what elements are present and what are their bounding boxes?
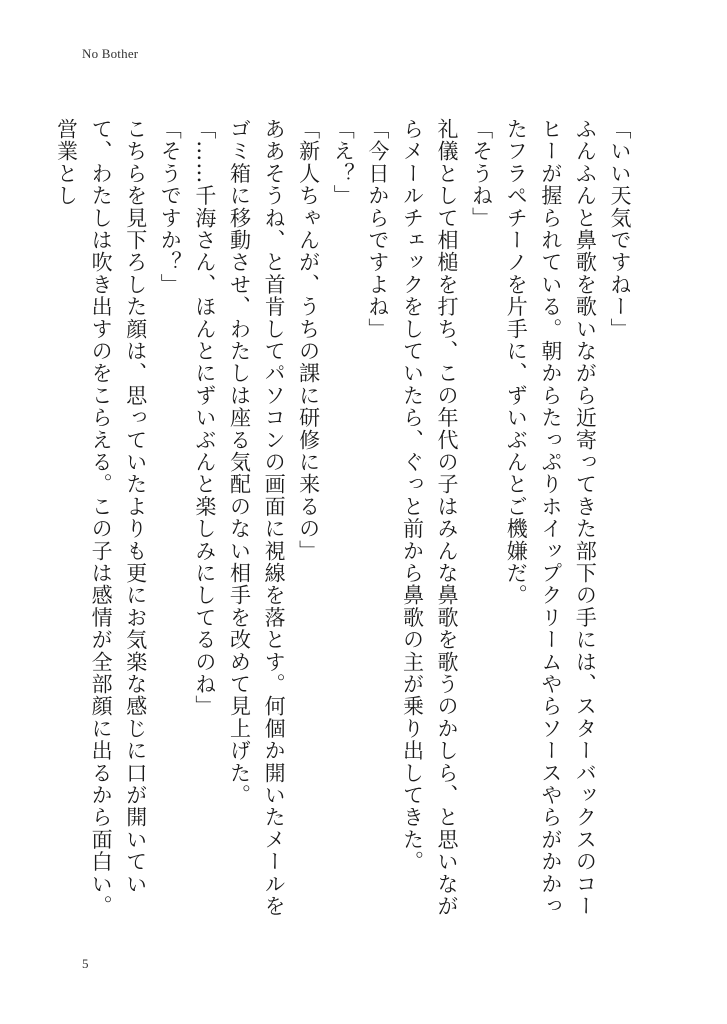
paragraph-7: 「新人ちゃんが、うちの課に研修に来るの」 (296, 118, 321, 562)
paragraph-1: 「いい天気ですねー」 (608, 118, 632, 340)
running-title: No Bother (82, 46, 139, 61)
paragraph-11: こちらを見下ろした顔は、思っていたよりも更にお気楽な感じに口が開いていて、わたしは吹き出すのをこらえる。この子は感情が全部顔に出るから面白い。営業とし (54, 118, 148, 918)
paragraph-5: 「今日からですよね」 (365, 118, 390, 340)
page-number: 5 (82, 956, 89, 971)
paragraph-10: 「そうですか？」 (158, 118, 183, 296)
paragraph-9: 「……千海さん、ほんとにずいぶんと楽しみにしてるのね」 (192, 118, 217, 718)
paragraph-8: ああそうね、と首肯してパソコンの画面に視線を落とす。何個か開いたメールをゴミ箱に移動させ、わたしは座る気配のない相手を改めて見上げた。 (227, 118, 287, 918)
paragraph-6: 「え？」 (331, 118, 356, 207)
paragraph-2: ふんふんと鼻歌を歌いながら近寄ってきた部下の手には、スターバックスのコーヒーが握られている。朝からたっぷりホイップクリームやらソースやらがかかったフラペチーノを片手に、ずいぶんとご機嫌だ。 (504, 118, 598, 918)
paragraph-4: 礼儀として相槌を打ち、この年代の子はみんな鼻歌を歌うのかしら、と思いながらメールチェックをしていたら、ぐっと前から鼻歌の主が乗り出してきた。 (400, 118, 460, 918)
paragraph-3: 「そうね」 (469, 118, 494, 229)
vertical-body-text (54, 118, 637, 918)
